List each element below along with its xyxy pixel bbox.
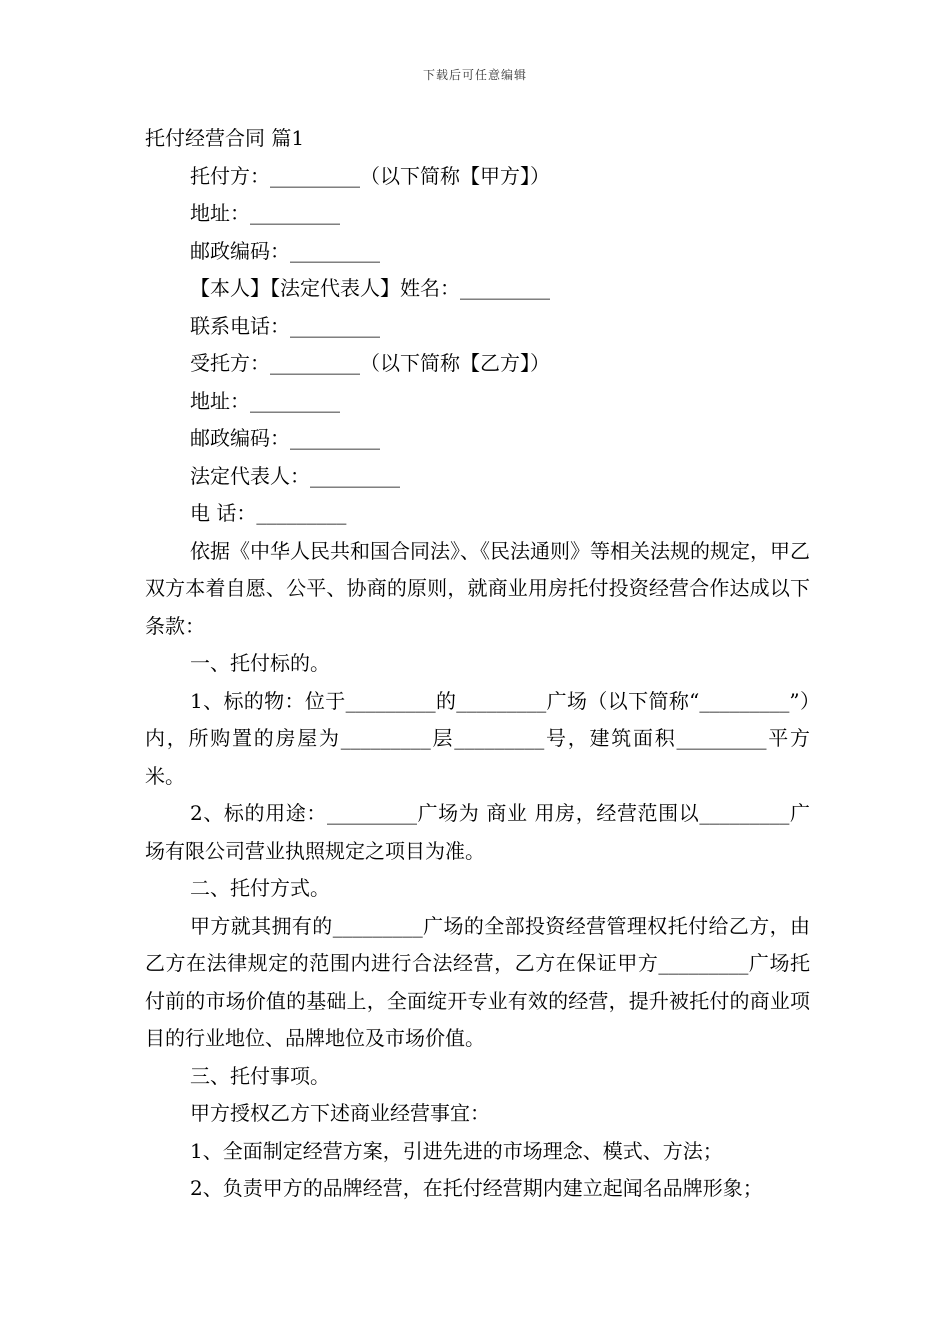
section-1-item-2: 2、标的用途：_________广场为 商业 用房，经营范围以_________广场有限公司营业执照规定之项目为准。 [145, 801, 810, 863]
party-a-line: 托付方：_________（以下简称【甲方】） [190, 163, 550, 188]
party-a-phone: 联系电话：_________ [190, 313, 380, 338]
party-b-representative: 法定代表人：_________ [190, 463, 400, 488]
section-3-item-2: 2、负责甲方的品牌经营，在托付经营期内建立起闻名品牌形象； [190, 1176, 763, 1200]
intro-paragraph: 依据《中华人民共和国合同法》、《民法通则》等相关法规的规定，甲乙双方本着自愿、公平、协商的原则，就商业用房托付投资经营合作达成以下条款： [145, 538, 810, 638]
section-1-heading: 一、托付标的。 [190, 651, 330, 675]
section-2-body: 甲方就其拥有的_________广场的全部投资经营管理权托付给乙方，由乙方在法律规定的范围内进行合法经营，乙方在保证甲方_________广场托付前的市场价值的基础上，全面绽开专业有效的经营，提升被托付的商业项目的行业地位、品牌地位及市场价值。 [145, 913, 810, 1050]
section-3-heading: 三、托付事项。 [190, 1063, 330, 1088]
party-b-postcode: 邮政编码：_________ [190, 426, 380, 450]
party-a-postcode: 邮政编码：_________ [190, 238, 380, 263]
party-b-line: 受托方：_________（以下简称【乙方】） [190, 351, 550, 375]
party-a-representative: 【本人】【法定代表人】姓名：_________ [190, 276, 550, 300]
document-title: 托付经营合同 篇1 [145, 126, 305, 150]
party-b-address: 地址：_________ [190, 388, 340, 413]
party-a-address: 地址：_________ [190, 201, 340, 225]
document-body [145, 120, 810, 1208]
section-3-intro: 甲方授权乙方下述商业经营事宜： [190, 1101, 490, 1125]
section-2-heading: 二、托付方式。 [190, 876, 330, 900]
section-1-item-1: 1、标的物：位于_________的_________广场（以下简称“_________”）内，所购置的房屋为_________层_________号，建筑面积_________平方米。 [145, 688, 810, 788]
party-b-phone: 电 话：_________ [190, 501, 347, 525]
page-header-note: 下载后可任意编辑 [422, 68, 527, 82]
section-3-item-1: 1、全面制定经营方案，引进先进的市场理念、模式、方法； [190, 1138, 723, 1163]
